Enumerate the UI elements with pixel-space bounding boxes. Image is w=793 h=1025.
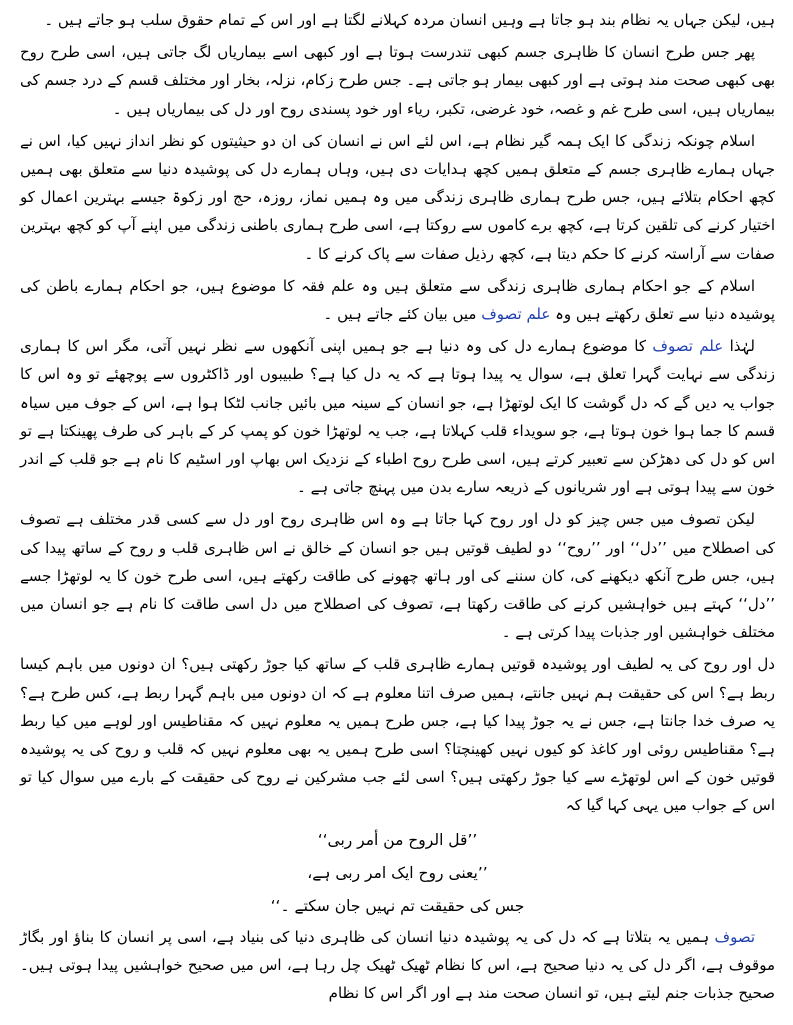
paragraph — [20, 505, 775, 646]
text-run: ہیں، لیکن جہاں یہ نظام بند ہو جاتا ہے وہیں انسان مردہ کہلانے لگتا ہے اور اس کے تمام حقوق سلب ہو جاتے ہیں ۔ — [44, 11, 775, 29]
text-run: ہمیں یہ بتلاتا ہے کہ دل کی یہ پوشیدہ دنیا انسان کی ظاہری دنیا کی بنیاد ہے، اسی پر انسان کا بناؤ اور بگاڑ موقوف ہے، اگر دل کی یہ دنیا صحیح ہے، اس کا نظام ٹھیک ٹھیک چل رہا ہے، اس میں صحیح خواہشیں پیدا ہوتی ہیں۔ صحیح جذبات جنم لیتے ہیں، تو انسان صحت مند ہے اور اگر اس کا نظام — [20, 927, 775, 1003]
paragraph — [20, 127, 775, 268]
quote-line: جس کی حقیقت تم نہیں جان سکتے ۔‘‘ — [270, 896, 525, 915]
paragraph — [20, 6, 775, 34]
text-run: لہٰذا — [723, 337, 755, 356]
text-run: اسلام چونکہ زندگی کا ایک ہمہ گیر نظام ہے، اس لئے اس نے انسان کی ان دو حیثیتوں کو نظر انداز نہیں کیا، اس نے جہاں ہمارے ظاہری جسم کے متعلق ہمیں کچھ ہدایات دی ہیں، وہاں ہمارے دل کی پوشیدہ دنیا سے متعلق بھی ہمیں کچھ احکام بتلائے ہیں، جس طرح ہماری ظاہری زندگی میں وہ ہمیں نماز، روزہ، حج اور زکوۃ جیسے بہترین اعمال کو اختیار کرنے کی تلقین کرتا ہے، کچھ برے کاموں سے روکتا ہے، اسی طرح ہماری باطنی زندگی میں اپنے آپ کو کچھ بہترین صفات سے آراستہ کرنے کا حکم دیتا ہے، کچھ رذیل صفات سے پاک کرنے کا ۔ — [20, 131, 775, 263]
paragraph — [20, 38, 775, 123]
document-page — [20, 6, 775, 1019]
body-text — [20, 6, 775, 820]
text-run: کا موضوع ہمارے دل کی وہ دنیا ہے جو ہمیں اپنی آنکھوں سے نظر نہیں آتی، مگر اس کا ہماری زندگی سے نہایت گہرا تعلق ہے، سوال یہ پیدا ہوتا ہے کہ یہ دل کیا ہے؟ طبیبوں اور ڈاکٹروں سے پوچھئے تو وہ اس کا جواب یہ دیں گے کہ دل گوشت کا ایک لوتھڑا ہے، جو انسان کے سینہ میں بائیں جانب لٹکا ہوا ہے، اس کے جوف میں سیاہ قسم کا جما ہوا خون ہوتا ہے، جو سویداء قلب کہلاتا ہے، جب یہ لوتھڑا خون کو پمپ کر کے باہر کی طرف پھینکتا ہے تو اس کو دل کی دھڑکن سے تعبیر کرتے ہیں، اسی طرح روح اطباء کے نزدیک اس بھاپ اور اسٹیم کا نام ہے جو قلب کے اندر خون سے پیدا ہوتی ہے اور شریانوں کے ذریعہ سارے بدن میں پہنچ جاتی ہے ۔ — [20, 337, 775, 497]
closing-paragraph — [20, 923, 775, 1008]
text-run: اسلام کے جو احکام ہماری ظاہری زندگی سے متعلق ہیں وہ علم فقہ کا موضوع ہیں، جو احکام ہمارے باطن کی پوشیدہ دنیا سے تعلق رکھتے ہیں وہ — [20, 276, 775, 324]
paragraph — [20, 650, 775, 819]
paragraph — [20, 272, 775, 328]
text-run: دل اور روح کی یہ لطیف اور پوشیدہ قوتیں ہمارے ظاہری قلب کے ساتھ کیا جوڑ رکھتی ہیں؟ ان دونوں میں باہم کیسا ربط ہے؟ اس کی حقیقت ہم نہیں جانتے، ہمیں صرف اتنا معلوم ہے کہ ان دونوں میں باہم گہرا ربط ہے، کس طرح ہے؟ یہ صرف خدا جانتا ہے، جس نے یہ جوڑ پیدا کیا ہے، جس طرح ہمیں یہ معلوم نہیں کہ مقناطیس اور لوہے میں کیا ربط ہے؟ مقناطیس روئی اور کاغذ کو کیوں نہیں کھینچتا؟ اسی طرح ہمیں یہ بھی معلوم نہیں کہ قلب و روح کی یہ پوشیدہ قوتیں خون کے اس لوتھڑے سے کیا جوڑ رکھتی ہیں؟ اسی لئے جب مشرکین نے روح کی حقیقت کے بارے میں سوال کیا تو اس کے جواب میں یہی کہا گیا کہ — [20, 655, 775, 815]
quote-block — [20, 824, 775, 923]
term-highlight: علم تصوف — [481, 305, 551, 324]
text-run: پھر جس طرح انسان کا ظاہری جسم کبھی تندرست ہوتا ہے اور کبھی اسے بیماریاں لگ جاتی ہیں، اسی طرح روح بھی کبھی صحت مند ہوتی ہے اور کبھی بیمار ہو جاتی ہے۔ جس طرح زکام، نزلہ، بخار اور مختلف قسم کے درد جسم کی بیماریاں ہیں، اسی طرح غم و غصہ، خود غرضی، تکبر، ریاء اور خود پسندی روح اور دل کی بیماریاں ہیں ۔ — [20, 43, 775, 118]
text-run: میں بیان کئے جاتے ہیں ۔ — [323, 305, 482, 324]
paragraph — [20, 332, 775, 501]
quote-line: ’’یعنی روح ایک امر ربی ہے، — [307, 863, 488, 882]
term-highlight: تصوف — [714, 927, 755, 946]
text-run: لیکن تصوف میں جس چیز کو دل اور روح کہا جاتا ہے وہ اس ظاہری روح اور دل سے کسی قدر مختلف ہے تصوف کی اصطلاح میں ’’دل‘‘ اور ’’روح‘‘ دو لطیف قوتیں ہیں جو انسان کے خالق نے اس ظاہری قلب و روح کے ساتھ پیدا کی ہیں، جس طرح آنکھ دیکھنے کی، کان سننے کی اور ہاتھ چھونے کی طاقت رکھتے ہیں، اسی طرح خون کا یہ لوتھڑا جسے ’’دل‘‘ کہتے ہیں خواہشیں کرنے کی طاقت رکھتا ہے، تصوف کی اصطلاح میں دل اسی طاقت کا نام ہے جو انسان میں مختلف خواہشیں اور جذبات پیدا کرتی ہے ۔ — [20, 510, 775, 642]
quote-line: ’’قل الروح من أمر ربی‘‘ — [317, 830, 478, 849]
term-highlight: علم تصوف — [652, 337, 724, 356]
